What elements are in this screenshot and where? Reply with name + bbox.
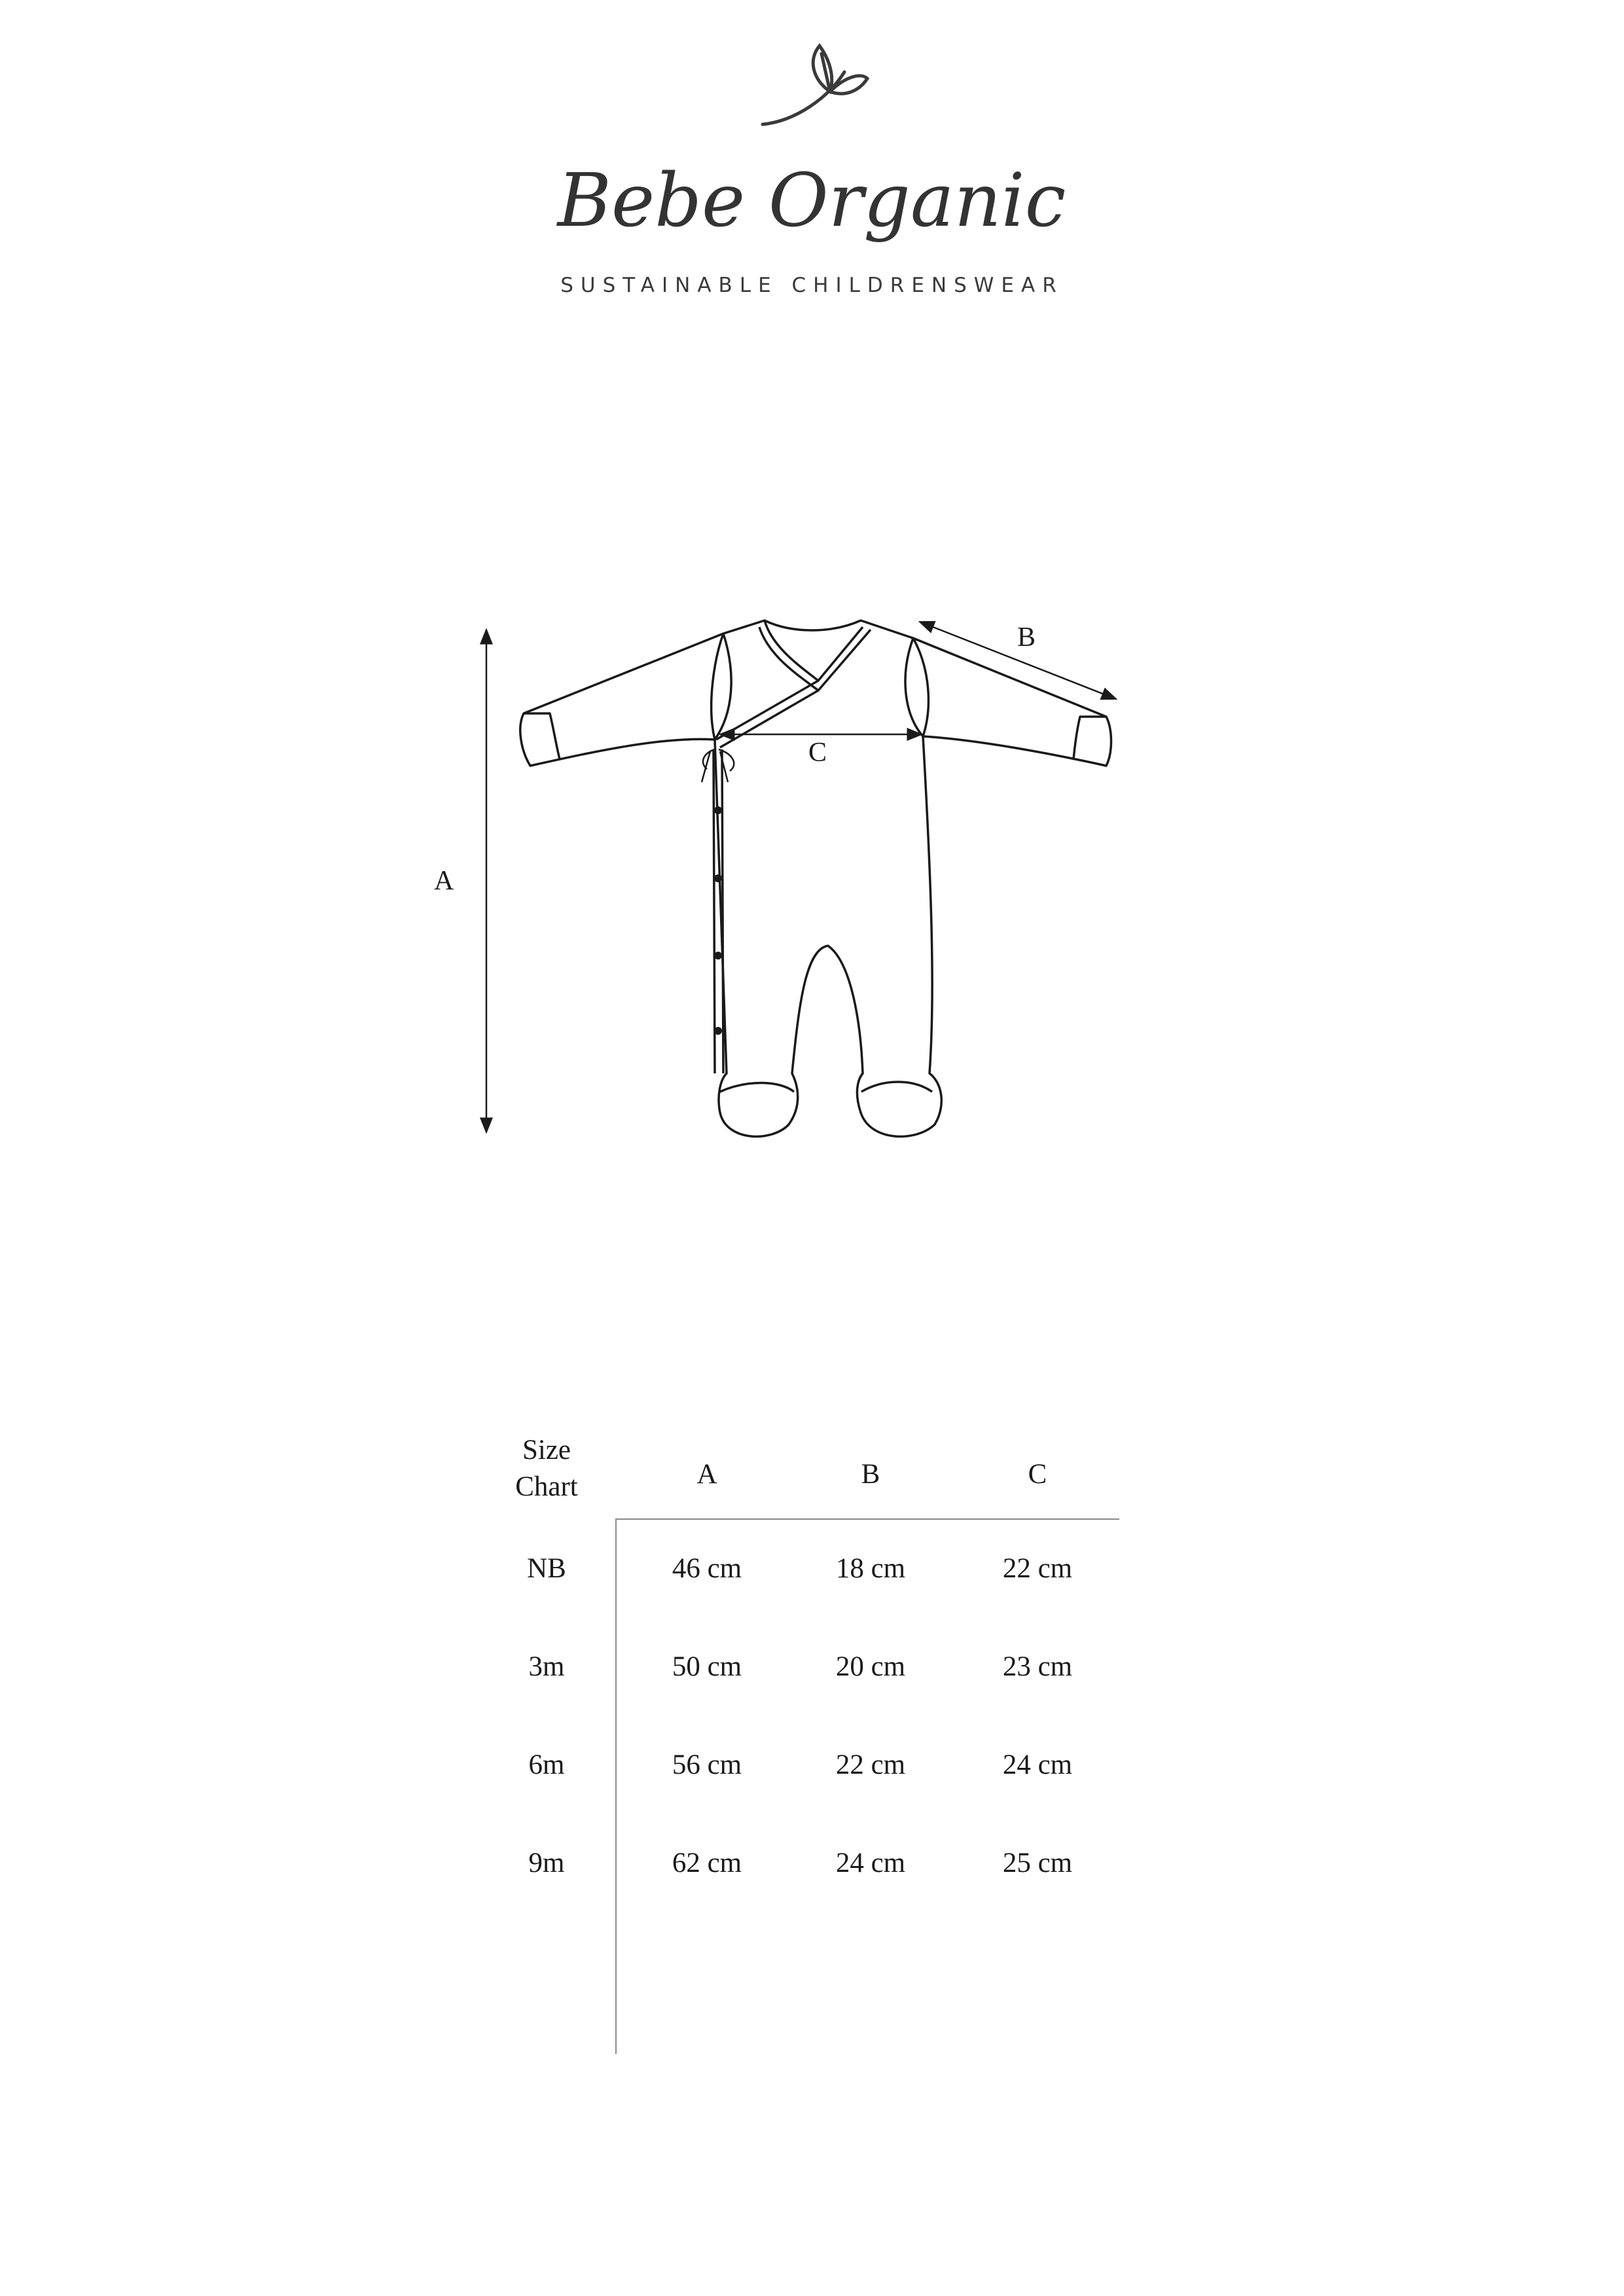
brand-logo <box>0 26 1624 314</box>
row-size-label: NB <box>527 1553 566 1584</box>
table-horizontal-rule <box>615 1518 1119 1520</box>
column-header-a: A <box>696 1459 717 1490</box>
dimension-b-label: B <box>1017 622 1036 653</box>
cell-c: 24 cm <box>1002 1749 1073 1780</box>
cell-b: 18 cm <box>835 1553 906 1584</box>
sleepsuit-outline <box>520 620 1111 1136</box>
brand-tagline: SUSTAINABLE CHILDRENSWEAR <box>560 274 1064 297</box>
cell-b: 20 cm <box>835 1651 906 1682</box>
column-header-b: B <box>861 1459 880 1490</box>
dimension-c-label: C <box>808 738 827 768</box>
cell-b: 24 cm <box>835 1848 906 1878</box>
table-vertical-rule <box>615 1518 617 2054</box>
column-header-c: C <box>1028 1459 1047 1490</box>
cell-a: 46 cm <box>672 1553 742 1584</box>
snap-button <box>714 806 722 814</box>
cell-c: 23 cm <box>1002 1651 1073 1682</box>
cell-c: 22 cm <box>1002 1553 1073 1584</box>
row-size-label: 9m <box>528 1848 565 1878</box>
tie-closure-icon <box>702 749 734 782</box>
cell-b: 22 cm <box>835 1749 906 1780</box>
snap-button <box>714 1027 722 1035</box>
brand-wordmark: Bebe Organic <box>557 158 1066 243</box>
snap-button <box>714 952 722 960</box>
row-size-label: 3m <box>528 1651 565 1682</box>
cell-a: 50 cm <box>672 1651 742 1682</box>
cell-a: 62 cm <box>672 1848 742 1878</box>
leaf-sprig-icon <box>763 46 867 124</box>
size-chart-heading-line2: Chart <box>515 1471 578 1502</box>
dimension-a-label: A <box>434 866 454 896</box>
snap-button <box>714 874 722 882</box>
cell-a: 56 cm <box>672 1749 742 1780</box>
size-chart-table <box>484 1407 1139 1957</box>
row-size-label: 6m <box>528 1749 565 1780</box>
garment-diagram <box>0 589 1624 1178</box>
size-chart-heading <box>497 1432 596 1505</box>
cell-c: 25 cm <box>1002 1848 1073 1878</box>
size-chart-heading-line1: Size <box>522 1435 571 1465</box>
